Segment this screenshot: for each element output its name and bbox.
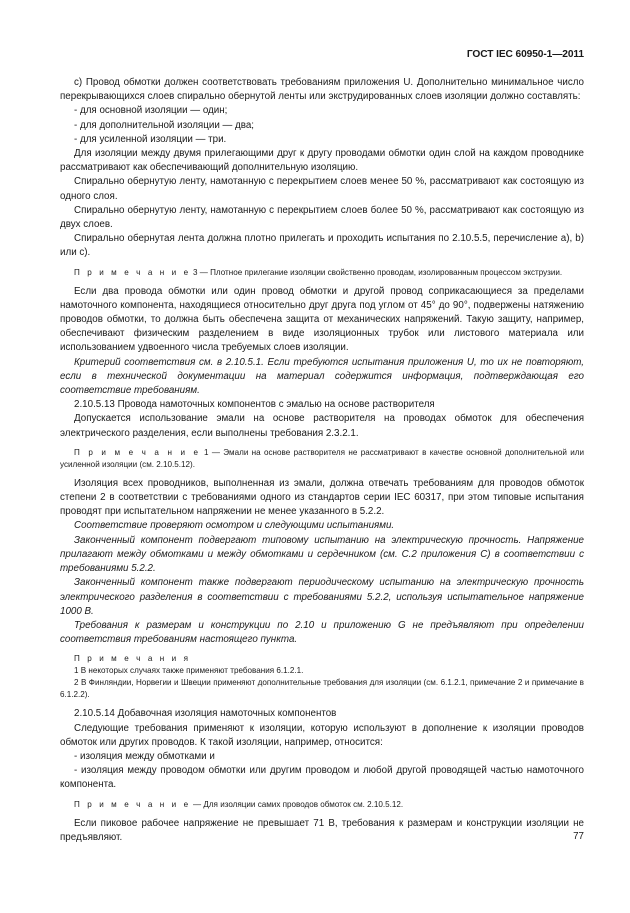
paragraph: [60, 799, 584, 811]
paragraph: [60, 119, 584, 133]
document-header: ГОСТ IEC 60950-1—2011: [466, 49, 584, 60]
page-number: 77: [573, 831, 584, 842]
paragraph-text: Если пиковое рабочее напряжение не превышает 71 В, требования к размерам и конструкции изоляции не предъявляют.: [60, 817, 584, 843]
document-body: [60, 76, 584, 845]
paragraph: [60, 147, 584, 175]
paragraph-text: - изоляция между обмотками и: [74, 750, 215, 762]
note-label: П р и м е ч а н и е: [74, 447, 201, 457]
paragraph: [60, 76, 584, 104]
note-label: П р и м е ч а н и е: [74, 267, 191, 277]
paragraph: [60, 204, 584, 232]
paragraph: [60, 175, 584, 203]
note-label: П р и м е ч а н и е: [74, 799, 191, 809]
paragraph-text: Спирально обернутую ленту, намотанную с перекрытием слоев менее 50 %, рассматривают как состоящую из одного слоя.: [60, 176, 584, 202]
paragraph-text: Спирально обернутая лента должна плотно прилегать и проходить испытания по 2.10.5.5, перечисление a), b) или c).: [60, 233, 584, 259]
paragraph-text: — Для изоляции самих проводов обмоток см. 2.10.5.12.: [190, 799, 404, 809]
paragraph-text: Изоляция всех проводников, выполненная из эмали, должна отвечать требованиям для проводов обмоток степени 2 в соответствии с требованиями одного из стандартов серии IEC 60317, при этом типовые испытания проводят при испытательном напряжении не менее указанного в 5.2.2.: [60, 477, 584, 518]
paragraph-text: 1 — Эмали на основе растворителя не рассматривают в качестве основной дополнительной или усиленной изоляции (см. 2.10.5.12).: [60, 447, 584, 469]
paragraph: [60, 232, 584, 260]
paragraph: [60, 104, 584, 118]
paragraph: [60, 576, 584, 619]
paragraph: [60, 477, 584, 520]
paragraph: [60, 677, 584, 701]
paragraph: [60, 619, 584, 647]
paragraph: [60, 267, 584, 279]
paragraph-text: - изоляция между проводом обмотки или другим проводом и любой другой проводящей частью намоточного компонента.: [60, 765, 584, 791]
paragraph-text: 2 В Финляндии, Норвегии и Швеции применяют дополнительные требования для изоляции (см. 6.1.2.1, примечание 2 и примечание в 6.1.2.2).: [60, 678, 584, 700]
paragraph: [60, 519, 584, 533]
paragraph: [60, 398, 584, 412]
paragraph-text: Законченный компонент также подвергают периодическому испытанию на электрическую прочность электрического разделения в соответствии с требованиями 5.2.2, используя испытательное напряжение 1000 В.: [60, 577, 584, 617]
paragraph-text: 2.10.5.14 Добавочная изоляция намоточных компонентов: [74, 708, 337, 720]
paragraph: [60, 722, 584, 750]
paragraph-text: Спирально обернутую ленту, намотанную с перекрытием слоев более 50 %, рассматривают как состоящую из двух слоев.: [60, 204, 584, 231]
paragraph-text: Следующие требования применяют к изоляции, которую используют в дополнение к изоляции проводов обмоток или других проводов. К такой изоляции, например, относится:: [60, 722, 584, 748]
paragraph-text: - для усиленной изоляции — три.: [74, 133, 227, 145]
paragraph-text: Допускается использование эмали на основе растворителя на проводах обмоток для обеспечения электрического разделения, если выполнены требования 2.3.2.1.: [60, 413, 584, 439]
paragraph-text: 1 В некоторых случаях также применяют требования 6.1.2.1.: [74, 666, 304, 676]
paragraph-text: Соответствие проверяют осмотром и следующими испытаниями.: [74, 520, 395, 532]
paragraph-text: Для изоляции между двумя прилегающими друг к другу проводами обмотки один слой на каждом проводнике рассматривают как обеспечивающий дополнительную изоляцию.: [60, 148, 584, 174]
paragraph: [60, 707, 584, 721]
paragraph-text: - для дополнительной изоляции — два;: [74, 119, 255, 131]
paragraph: [60, 133, 584, 147]
paragraph-text: Требования к размерам и конструкции по 2.10 и приложению G не предъявляют при определении соответствия требованиям настоящего пункта.: [60, 619, 584, 646]
paragraph: [60, 412, 584, 440]
paragraph-text: 3 — Плотное прилегание изоляции свойственно проводам, изолированным процессом экструзии.: [190, 267, 563, 277]
paragraph: [60, 817, 584, 845]
paragraph: [60, 356, 584, 399]
paragraph: [60, 534, 584, 577]
paragraph-text: - для основной изоляции — один;: [74, 105, 228, 117]
paragraph: [60, 653, 584, 665]
paragraph: [60, 764, 584, 792]
paragraph: [60, 750, 584, 764]
paragraph-text: Если два провода обмотки или один провод обмотки и другой провод соприкасающиеся за пределами намоточного компонента, находящиеся относительно друг друга под углом от 45° до 90°, подвержены натяжению проводов обмотки, то должна быть обеспечена защита от механических напряжений. Такую защиту, например, обеспечивают физическим разделением в виде изоляционных трубок или листового материала или использованием удвоенного числа требуемых слоев изоляции.: [60, 285, 584, 354]
note-label: П р и м е ч а н и я: [74, 654, 191, 664]
paragraph: [60, 665, 584, 677]
paragraph: [60, 447, 584, 471]
paragraph-text: Критерий соответствия см. в 2.10.5.1. Если требуются испытания приложения U, то их не повторяют, если в технической документации на материал содержится информация, подтверждающая его соответствие требованиям.: [60, 356, 584, 397]
paragraph-text: Законченный компонент подвергают типовому испытанию на электрическую прочность. Напряжение прилагают между обмотками и между обмотками и сердечником (см. С.2 приложения С) в соответствии с требованиями 5.2.2.: [60, 534, 584, 575]
paragraph-text: 2.10.5.13 Провода намоточных компонентов с эмалью на основе растворителя: [74, 399, 435, 411]
paragraph-text: c) Провод обмотки должен соответствовать требованиям приложения U. Дополнительно минимальное число перекрывающихся слоев спирально обернутой ленты или экструдированных слоев изоляции должно составлять:: [60, 77, 584, 103]
paragraph: [60, 285, 584, 356]
